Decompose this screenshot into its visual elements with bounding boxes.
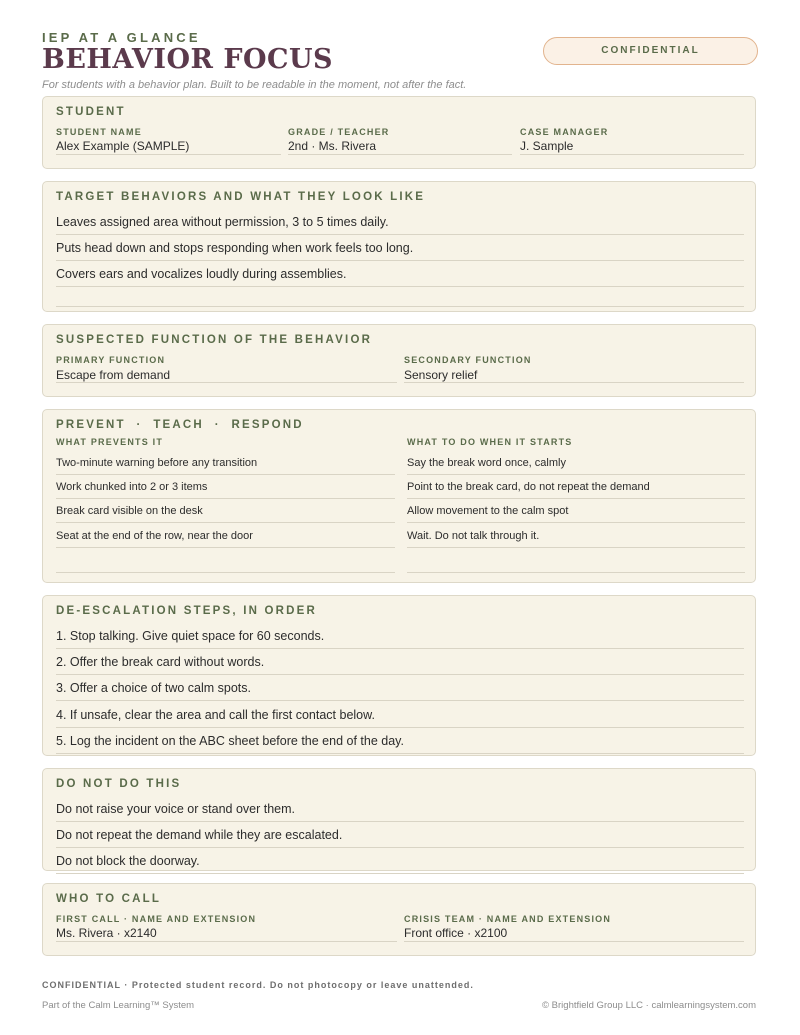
case-manager-label: CASE MANAGER — [520, 127, 609, 137]
student-card — [42, 96, 756, 169]
target-behaviors-card — [42, 181, 756, 312]
deescalation-step: 5. Log the incident on the ABC sheet before the end of the day. — [56, 729, 744, 754]
do-not-item: Do not block the doorway. — [56, 849, 744, 874]
footer-copyright: © Brightfield Group LLC · calmlearningsystem.com — [542, 1000, 756, 1011]
respond-label: WHAT TO DO WHEN IT STARTS — [407, 437, 573, 447]
do-not-card — [42, 768, 756, 871]
page-title: BEHAVIOR FOCUS — [42, 44, 334, 75]
grade-teacher-label: GRADE / TEACHER — [288, 127, 390, 137]
deescalation-card — [42, 595, 756, 756]
target-behavior-row: Covers ears and vocalizes loudly during assemblies. — [56, 262, 744, 287]
deescalation-step: 2. Offer the break card without words. — [56, 650, 744, 675]
confidential-badge: CONFIDENTIAL — [543, 37, 758, 65]
crisis-team-value: Front office · x2100 — [404, 926, 508, 940]
deescalation-title: DE-ESCALATION STEPS, IN ORDER — [56, 605, 318, 617]
grade-teacher-line — [288, 154, 512, 155]
prevents-label: WHAT PREVENTS IT — [56, 437, 164, 447]
case-manager-value: J. Sample — [520, 139, 574, 153]
secondary-function-line — [404, 382, 744, 383]
first-call-label: FIRST CALL · NAME AND EXTENSION — [56, 914, 257, 924]
student-card-title: STUDENT — [56, 106, 126, 118]
who-to-call-card — [42, 883, 756, 956]
target-behavior-row: Puts head down and stops responding when work feels too long. — [56, 236, 744, 261]
student-name-value: Alex Example (SAMPLE) — [56, 139, 190, 153]
footer-system-credit: Part of the Calm Learning™ System — [42, 1000, 195, 1011]
prevent-item-blank — [56, 550, 395, 573]
prevent-item: Seat at the end of the row, near the door — [56, 525, 395, 548]
student-name-line — [56, 154, 281, 155]
secondary-function-value: Sensory relief — [404, 368, 478, 382]
target-behavior-row-blank — [56, 282, 744, 307]
respond-item: Wait. Do not talk through it. — [407, 525, 745, 548]
function-card-title: SUSPECTED FUNCTION OF THE BEHAVIOR — [56, 334, 373, 346]
first-call-value: Ms. Rivera · x2140 — [56, 926, 157, 940]
prevent-item: Break card visible on the desk — [56, 500, 395, 523]
first-call-line — [56, 941, 397, 942]
prevent-item: Two-minute warning before any transition — [56, 452, 395, 475]
crisis-team-line — [404, 941, 744, 942]
ptr-card-title: PREVENT · TEACH · RESPOND — [56, 419, 304, 431]
respond-item: Say the break word once, calmly — [407, 452, 745, 475]
prevent-teach-respond-card — [42, 409, 756, 583]
respond-item: Point to the break card, do not repeat the demand — [407, 476, 745, 499]
target-behaviors-title: TARGET BEHAVIORS AND WHAT THEY LOOK LIKE — [56, 191, 426, 203]
page-subtitle: For students with a behavior plan. Built to be readable in the moment, not after the fact. — [42, 79, 467, 91]
do-not-item: Do not raise your voice or stand over them. — [56, 797, 744, 822]
respond-item: Allow movement to the calm spot — [407, 500, 745, 523]
do-not-item: Do not repeat the demand while they are escalated. — [56, 823, 744, 848]
primary-function-value: Escape from demand — [56, 368, 171, 382]
primary-function-line — [56, 382, 397, 383]
deescalation-step: 3. Offer a choice of two calm spots. — [56, 676, 744, 701]
secondary-function-label: SECONDARY FUNCTION — [404, 355, 532, 365]
do-not-title: DO NOT DO THIS — [56, 778, 182, 790]
grade-teacher-value: 2nd · Ms. Rivera — [288, 139, 377, 153]
deescalation-step: 4. If unsafe, clear the area and call the first contact below. — [56, 703, 744, 728]
who-to-call-title: WHO TO CALL — [56, 893, 162, 905]
primary-function-label: PRIMARY FUNCTION — [56, 355, 166, 365]
prevent-item: Work chunked into 2 or 3 items — [56, 476, 395, 499]
eyebrow: IEP AT A GLANCE — [42, 30, 201, 45]
student-name-label: STUDENT NAME — [56, 127, 142, 137]
function-card — [42, 324, 756, 397]
crisis-team-label: CRISIS TEAM · NAME AND EXTENSION — [404, 914, 612, 924]
respond-item-blank — [407, 550, 745, 573]
target-behavior-row: Leaves assigned area without permission, 3 to 5 times daily. — [56, 210, 744, 235]
deescalation-step: 1. Stop talking. Give quiet space for 60 seconds. — [56, 624, 744, 649]
footer-confidential-notice: CONFIDENTIAL · Protected student record. Do not photocopy or leave unattended. — [42, 980, 474, 990]
case-manager-line — [520, 154, 744, 155]
